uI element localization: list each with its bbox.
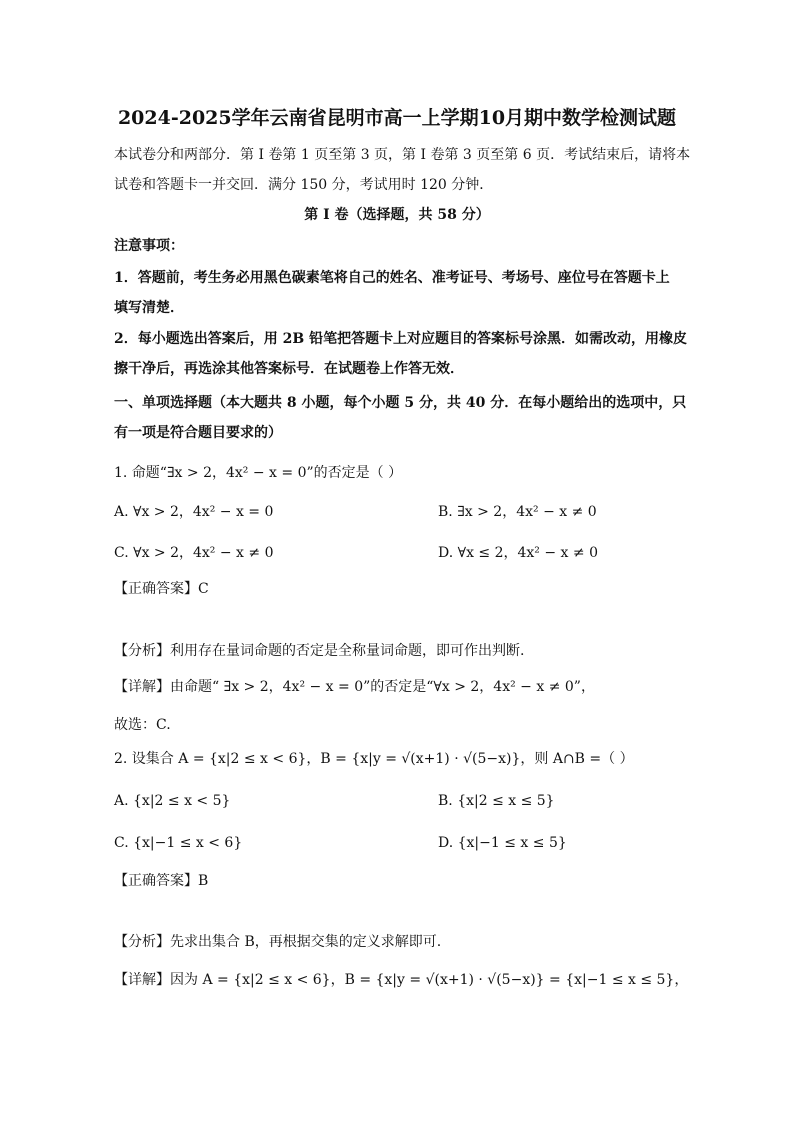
q2-option-a: A. {x|2 ≤ x < 5} xyxy=(114,793,231,809)
notice-line-3: 2．每小题选出答案后，用 2B 铅笔把答题卡上对应题目的答案标号涂黑．如需改动，用橡皮 xyxy=(114,331,688,347)
q1-option-b: B. ∃x > 2，4x² − x ≠ 0 xyxy=(438,504,597,520)
q2-answer: 【正确答案】B xyxy=(114,873,209,889)
q2-stem: 2. 设集合 A = {x|2 ≤ x < 6}，B = {x|y = √(x+1) · √(5−x)}，则 A∩B =（ ） xyxy=(114,751,634,767)
notice-line-1: 1．答题前，考生务必用黑色碳素笔将自己的姓名、准考证号、考场号、座位号在答题卡上 xyxy=(114,270,670,286)
intro-line-2: 试卷和答题卡一并交回．满分 150 分，考试用时 120 分钟． xyxy=(114,177,494,193)
q2-option-b: B. {x|2 ≤ x ≤ 5} xyxy=(438,793,555,809)
q2-detail: 【详解】因为 A = {x|2 ≤ x < 6}，B = {x|y = √(x+1) · √(5−x)} = {x|−1 ≤ x ≤ 5}， xyxy=(114,972,689,988)
document-title: 2024-2025学年云南省昆明市高一上学期10月期中数学检测试题 xyxy=(117,107,677,129)
q2-analysis: 【分析】先求出集合 B，再根据交集的定义求解即可. xyxy=(114,934,442,950)
q1-detail: 【详解】由命题“ ∃x > 2，4x² − x = 0”的否定是“∀x > 2，4x² − x ≠ 0”， xyxy=(114,679,595,695)
q1-analysis: 【分析】利用存在量词命题的否定是全称量词命题，即可作出判断. xyxy=(114,643,525,659)
q2-option-d: D. {x|−1 ≤ x ≤ 5} xyxy=(438,835,567,851)
q1-conclusion: 故选：C. xyxy=(114,717,171,733)
q1-stem: 1. 命题“∃x > 2，4x² − x = 0”的否定是（ ） xyxy=(114,465,403,481)
notice-heading: 注意事项： xyxy=(114,238,184,254)
q1-option-c: C. ∀x > 2，4x² − x ≠ 0 xyxy=(114,545,274,561)
part-one-line-2: 有一项是符合题目要求的） xyxy=(114,425,282,441)
q1-answer: 【正确答案】C xyxy=(114,581,209,597)
q1-option-a: A. ∀x > 2，4x² − x = 0 xyxy=(114,504,274,520)
part-one-line-1: 一、单项选择题（本大题共 8 小题，每个小题 5 分，共 40 分．在每小题给出的选项中，只 xyxy=(114,395,687,411)
intro-line-1: 本试卷分和两部分．第 I 卷第 1 页至第 3 页，第 I 卷第 3 页至第 6 页．考试结束后，请将本 xyxy=(114,147,691,163)
q2-option-c: C. {x|−1 ≤ x < 6} xyxy=(114,835,243,851)
notice-line-4: 擦干净后，再选涂其他答案标号．在试题卷上作答无效． xyxy=(114,361,464,377)
section-heading: 第 I 卷（选择题，共 58 分） xyxy=(304,207,490,223)
notice-line-2: 填写清楚． xyxy=(114,300,184,316)
q1-option-d: D. ∀x ≤ 2，4x² − x ≠ 0 xyxy=(438,545,598,561)
